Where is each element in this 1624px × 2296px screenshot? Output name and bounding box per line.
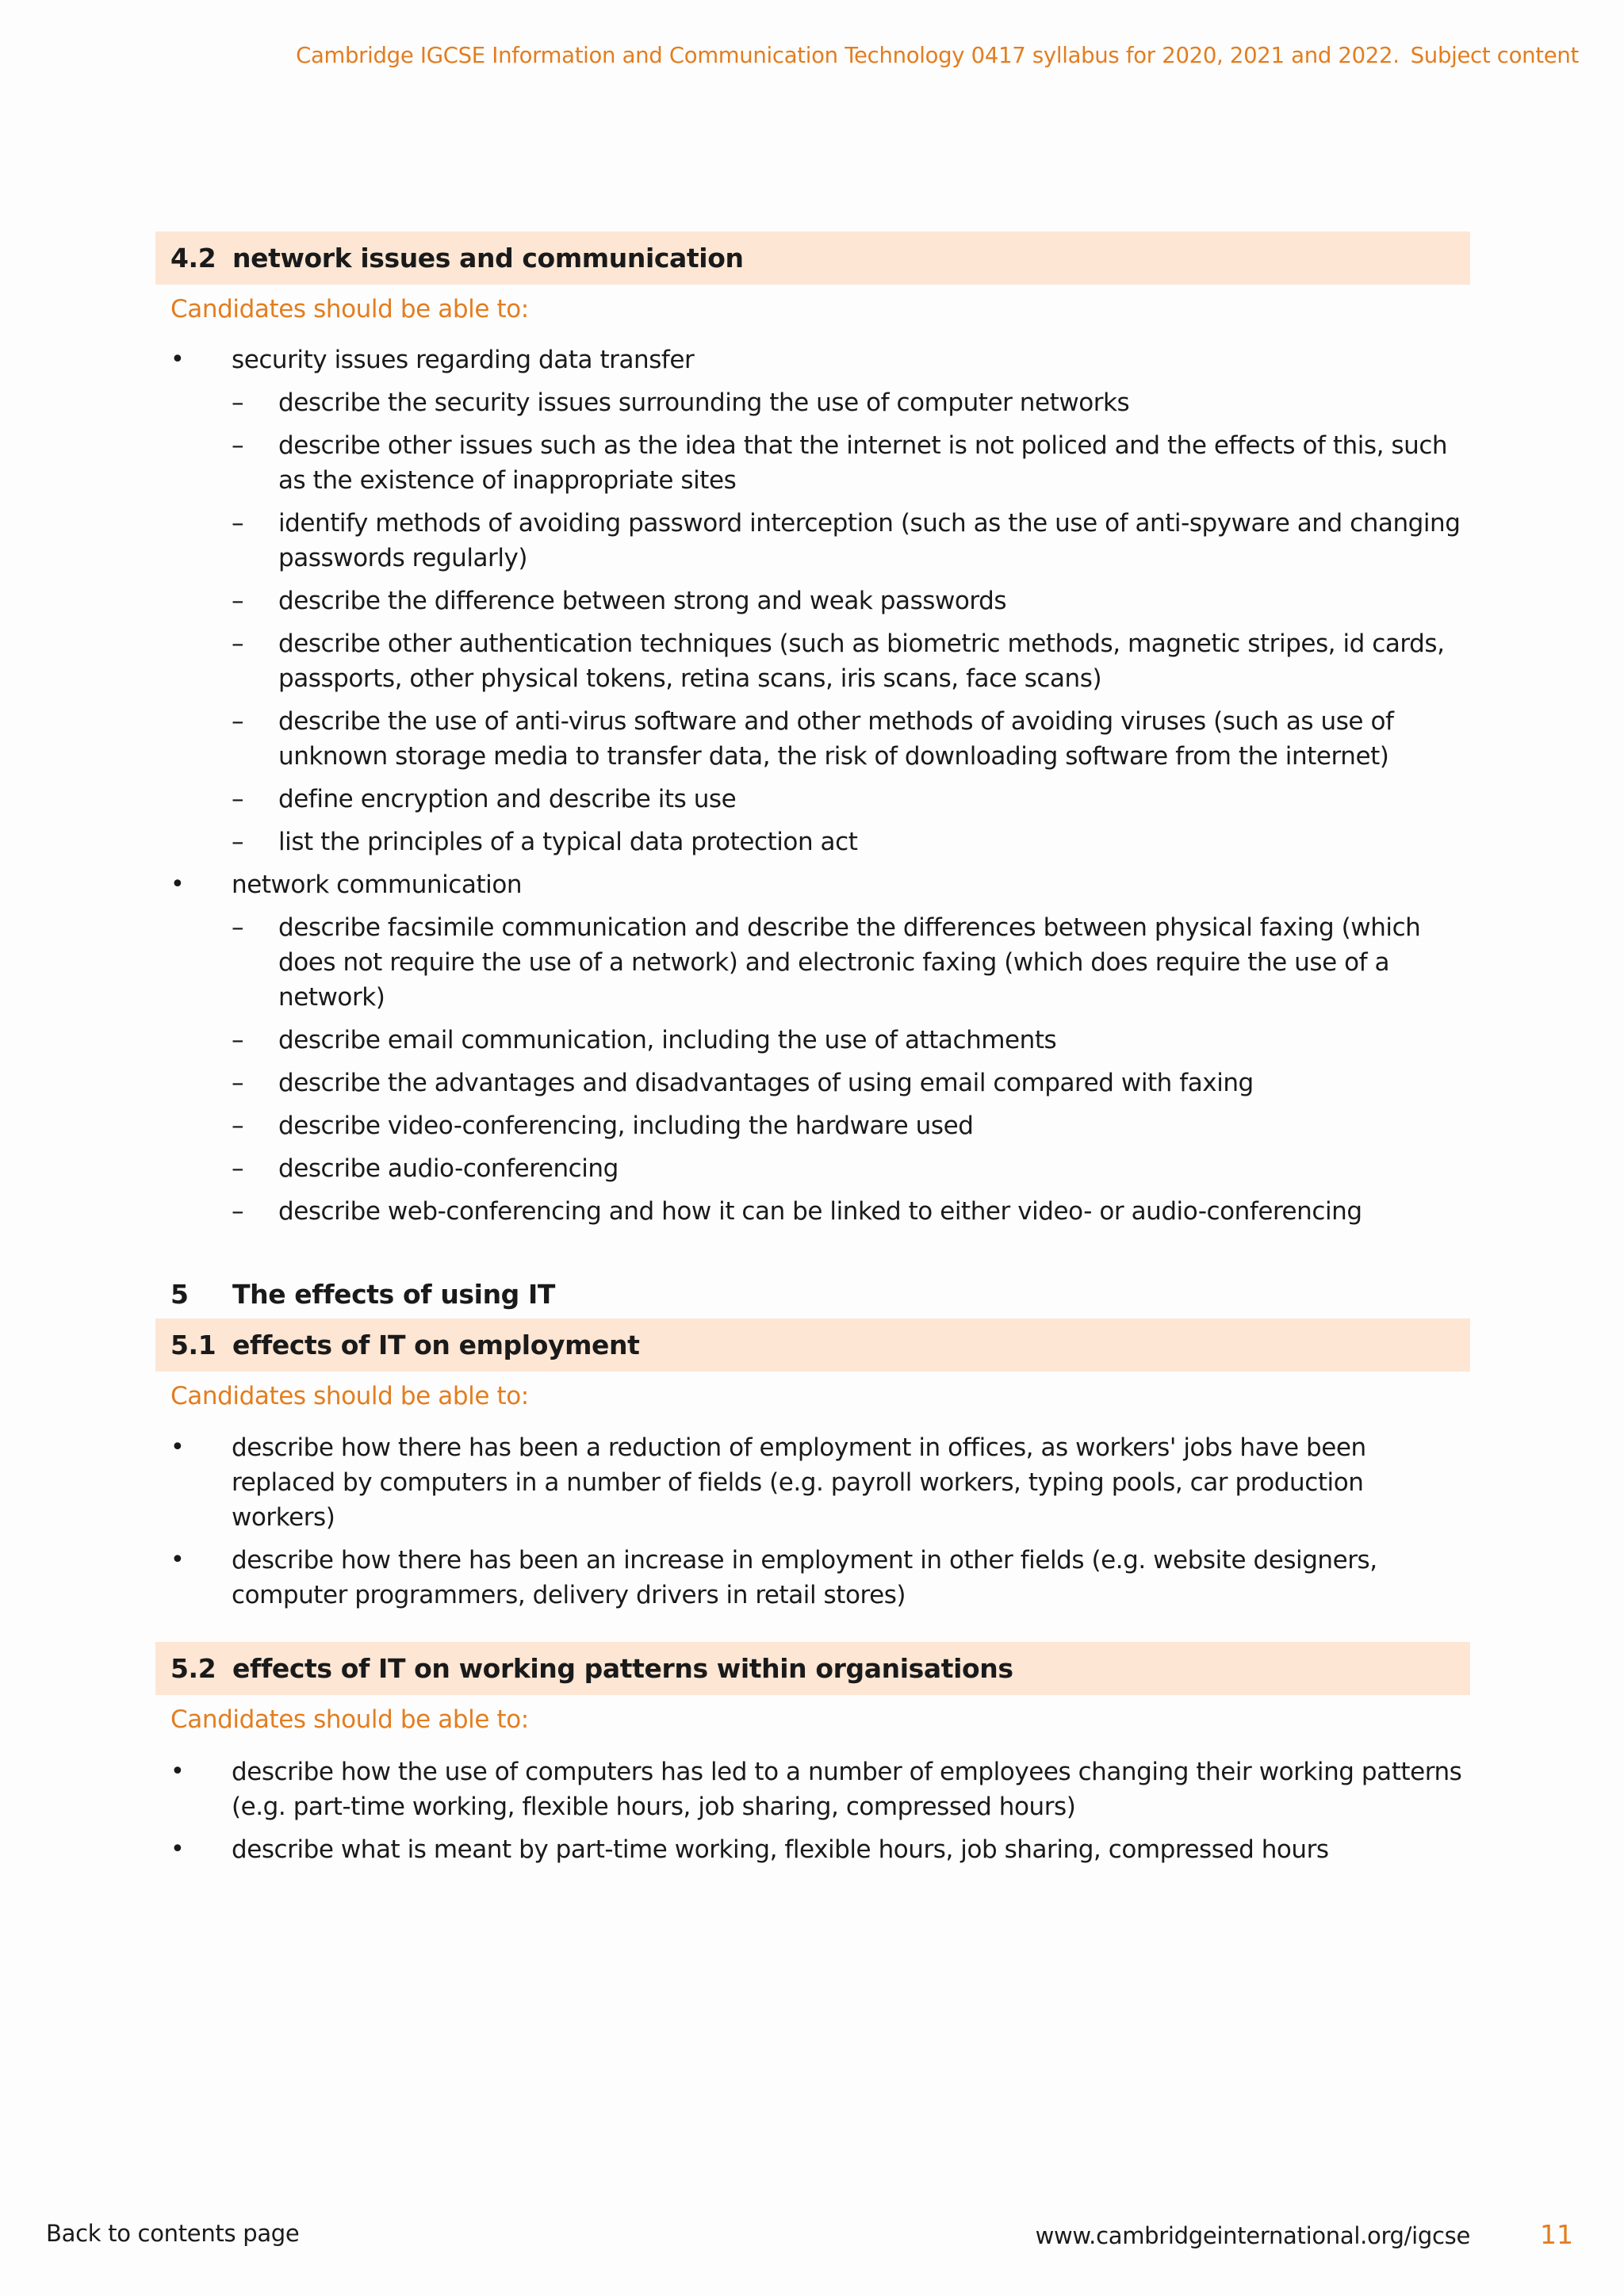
bullet-marker: • xyxy=(170,1546,185,1574)
dash-marker: – xyxy=(232,1069,244,1097)
dash-marker: – xyxy=(232,1112,244,1140)
sub-list-item: – define encryption and describe its use xyxy=(155,782,1470,817)
dash-marker: – xyxy=(232,431,244,460)
sub-list-item: – describe the use of anti-virus software and other methods of avoiding viruses (such as use of unknown storage media to transfer data, the risk of downloading software from the internet) xyxy=(155,704,1470,774)
bullet-marker: • xyxy=(170,346,185,373)
dash-marker: – xyxy=(232,1026,244,1054)
bullet-marker: • xyxy=(170,1835,185,1863)
candidates-intro: Candidates should be able to: xyxy=(170,295,529,323)
section-title: network issues and communication xyxy=(232,243,744,274)
chapter-heading-5 xyxy=(155,1272,555,1316)
sub-list-item: – list the principles of a typical data protection act xyxy=(155,825,1470,859)
sub-list-item: – describe the difference between strong and weak passwords xyxy=(155,584,1470,618)
dash-marker: – xyxy=(232,509,244,538)
list-item: • describe how there has been a reduction of employment in offices, as workers' jobs have been replaced by computers in a number of fields (e.g. payroll workers, typing pools, car production workers) xyxy=(155,1430,1470,1535)
dash-marker: – xyxy=(232,785,244,813)
back-to-contents-link[interactable]: Back to contents page xyxy=(46,2220,300,2247)
section-heading-4-2 xyxy=(155,232,1470,285)
section-title: effects of IT on working patterns within organisations xyxy=(232,1653,1013,1684)
list-item: • describe how there has been an increase in employment in other fields (e.g. website designers, computer programmers, delivery drivers in retail stores) xyxy=(155,1543,1470,1613)
dash-marker: – xyxy=(232,828,244,856)
section-5-1-list xyxy=(155,1430,1470,1621)
chapter-title: The effects of using IT xyxy=(232,1278,555,1310)
sub-list-item: – describe email communication, including the use of attachments xyxy=(155,1023,1470,1058)
section-heading-5-2 xyxy=(155,1642,1470,1695)
sub-list-item: – describe audio-conferencing xyxy=(155,1151,1470,1186)
header-section: Subject content xyxy=(1410,43,1579,68)
dash-marker: – xyxy=(232,913,244,942)
sub-list-item: – describe other issues such as the idea that the internet is not policed and the effects of this, such as the existence of inappropriate sites xyxy=(155,428,1470,498)
section-heading-5-1 xyxy=(155,1318,1470,1372)
section-number: 5.1 xyxy=(170,1330,216,1360)
page-number: 11 xyxy=(1540,2219,1573,2250)
section-number: 4.2 xyxy=(170,243,216,274)
dash-marker: – xyxy=(232,629,244,658)
list-item: • network communication xyxy=(155,867,1470,902)
section-title: effects of IT on employment xyxy=(232,1330,640,1360)
sub-list-item: – identify methods of avoiding password interception (such as the use of anti-spyware and changing passwords regularly) xyxy=(155,506,1470,576)
dash-marker: – xyxy=(232,587,244,615)
running-header xyxy=(296,43,1579,68)
sub-list-item: – describe video-conferencing, including the hardware used xyxy=(155,1108,1470,1143)
sub-list-item: – describe the advantages and disadvantages of using email compared with faxing xyxy=(155,1066,1470,1100)
candidates-intro: Candidates should be able to: xyxy=(170,1382,529,1410)
website-url-link[interactable]: www.cambridgeinternational.org/igcse xyxy=(1035,2222,1470,2249)
section-number: 5.2 xyxy=(170,1653,216,1684)
list-item: • security issues regarding data transfer xyxy=(155,342,1470,377)
dash-marker: – xyxy=(232,388,244,417)
dash-marker: – xyxy=(232,1197,244,1226)
bullet-marker: • xyxy=(170,871,185,898)
bullet-marker: • xyxy=(170,1758,185,1785)
sub-list-item: – describe other authentication techniques (such as biometric methods, magnetic stripes, id cards, passports, other physical tokens, retina scans, iris scans, face scans) xyxy=(155,626,1470,696)
candidates-intro: Candidates should be able to: xyxy=(170,1705,529,1734)
list-item: • describe how the use of computers has led to a number of employees changing their working patterns (e.g. part-time working, flexible hours, job sharing, compressed hours) xyxy=(155,1755,1470,1824)
sub-list-item: – describe facsimile communication and describe the differences between physical faxing (which does not require the use of a network) and electronic faxing (which does require the use of a network) xyxy=(155,910,1470,1015)
sub-list-item: – describe web-conferencing and how it can be linked to either video- or audio-conferencing xyxy=(155,1194,1470,1229)
chapter-number: 5 xyxy=(170,1278,189,1310)
section-4-2-list xyxy=(155,342,1470,1237)
dash-marker: – xyxy=(232,707,244,736)
bullet-marker: • xyxy=(170,1433,185,1461)
section-5-2-list xyxy=(155,1755,1470,1875)
list-item: • describe what is meant by part-time working, flexible hours, job sharing, compressed hours xyxy=(155,1832,1470,1867)
dash-marker: – xyxy=(232,1154,244,1183)
sub-list-item: – describe the security issues surrounding the use of computer networks xyxy=(155,385,1470,420)
header-title: Cambridge IGCSE Information and Communication Technology 0417 syllabus for 2020, 2021 and 2022. xyxy=(296,43,1400,68)
